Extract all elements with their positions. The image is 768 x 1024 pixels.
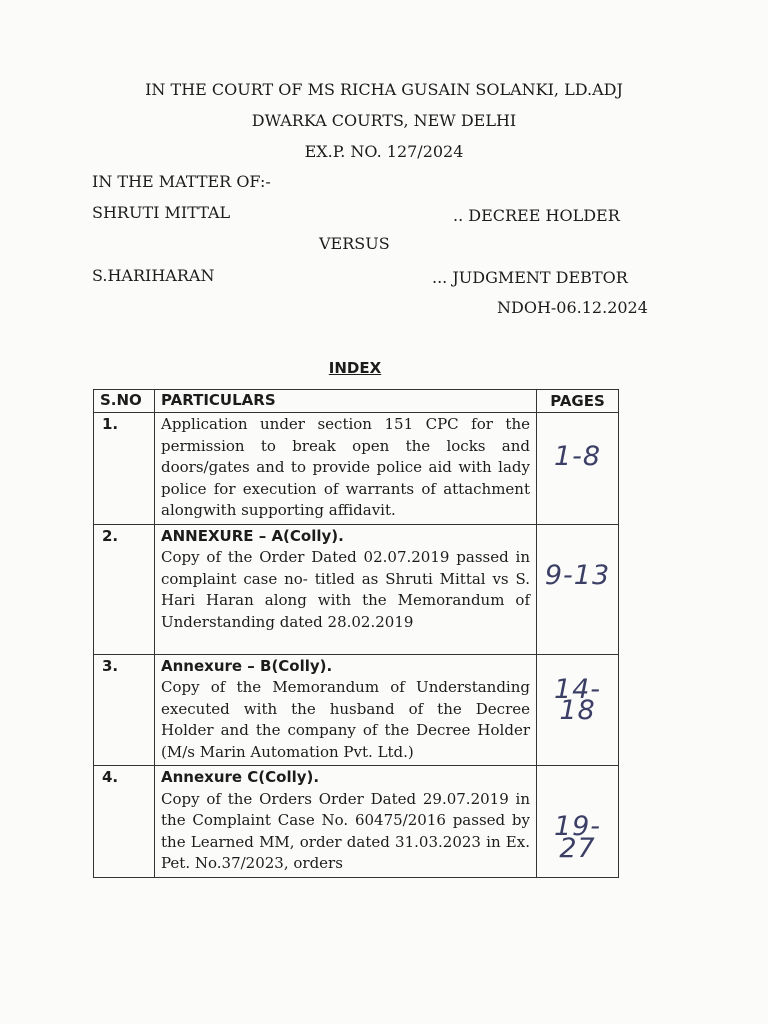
row-sno: 1. xyxy=(94,413,155,525)
case-number: EX.P. NO. 127/2024 xyxy=(304,142,464,161)
row-particulars xyxy=(155,654,537,766)
column-header-particulars: PARTICULARS xyxy=(155,390,537,413)
respondent-role: ... JUDGMENT DEBTOR xyxy=(432,268,628,287)
court-location: DWARKA COURTS, NEW DELHI xyxy=(251,111,517,130)
petitioner-name: SHRUTI MITTAL xyxy=(92,203,231,222)
row-pages-cell xyxy=(537,654,619,766)
row-annexure-heading: ANNEXURE – A(Colly). xyxy=(161,526,344,545)
row-text: Copy of the Orders Order Dated 29.07.2019 in the Complaint Case No. 60475/2016 passed by the Learned MM, order dated 31.03.2023 in Ex. Pet. No.37/2023, orders xyxy=(161,789,530,872)
row-sno: 2. xyxy=(94,524,155,654)
handwritten-pages: 1-8 xyxy=(553,441,602,472)
handwritten-pages: 14-18 xyxy=(553,673,602,726)
table-row xyxy=(94,766,619,878)
row-particulars xyxy=(155,413,537,525)
index-table xyxy=(93,389,619,878)
table-row xyxy=(94,524,619,654)
index-title: INDEX xyxy=(328,359,382,377)
column-header-sno: S.NO xyxy=(94,390,155,413)
table-row xyxy=(94,413,619,525)
row-text: Copy of the Memorandum of Understanding executed with the husband of the Decree Holder and the company of the Decree Holder (M/s Marin Automation Pvt. Ltd.) xyxy=(161,678,530,761)
row-particulars xyxy=(155,766,537,878)
table-row xyxy=(94,654,619,766)
matter-of-label: IN THE MATTER OF:- xyxy=(92,172,271,191)
row-annexure-heading: Annexure C(Colly). xyxy=(161,768,320,786)
handwritten-pages: 19-27 xyxy=(553,811,602,864)
ndoh-date: NDOH-06.12.2024 xyxy=(497,298,648,317)
court-heading: IN THE COURT OF MS RICHA GUSAIN SOLANKI, LD.ADJ xyxy=(145,80,623,99)
row-pages-cell xyxy=(537,413,619,525)
row-sno: 3. xyxy=(94,654,155,766)
row-text: Application under section 151 CPC for the permission to break open the locks and doors/gates and to provide police aid with lady police for execution of warrants of attachment alongwith supporting affidavit. xyxy=(161,415,530,519)
respondent-name: S.HARIHARAN xyxy=(92,266,215,285)
handwritten-pages: 9-13 xyxy=(544,559,611,591)
row-sno: 4. xyxy=(94,766,155,878)
row-particulars xyxy=(155,524,537,654)
versus-label: VERSUS xyxy=(319,234,390,253)
petitioner-role: .. DECREE HOLDER xyxy=(453,206,620,225)
row-pages-cell xyxy=(537,766,619,878)
row-pages-cell xyxy=(537,524,619,654)
row-text: Copy of the Order Dated 02.07.2019 passed in complaint case no- titled as Shruti Mittal vs S. Hari Haran along with the Memorandum of Understanding dated 28.02.2019 xyxy=(161,548,530,631)
column-header-pages: PAGES xyxy=(537,390,619,413)
index-header-row xyxy=(94,390,619,413)
row-annexure-heading: Annexure – B(Colly). xyxy=(161,656,333,675)
